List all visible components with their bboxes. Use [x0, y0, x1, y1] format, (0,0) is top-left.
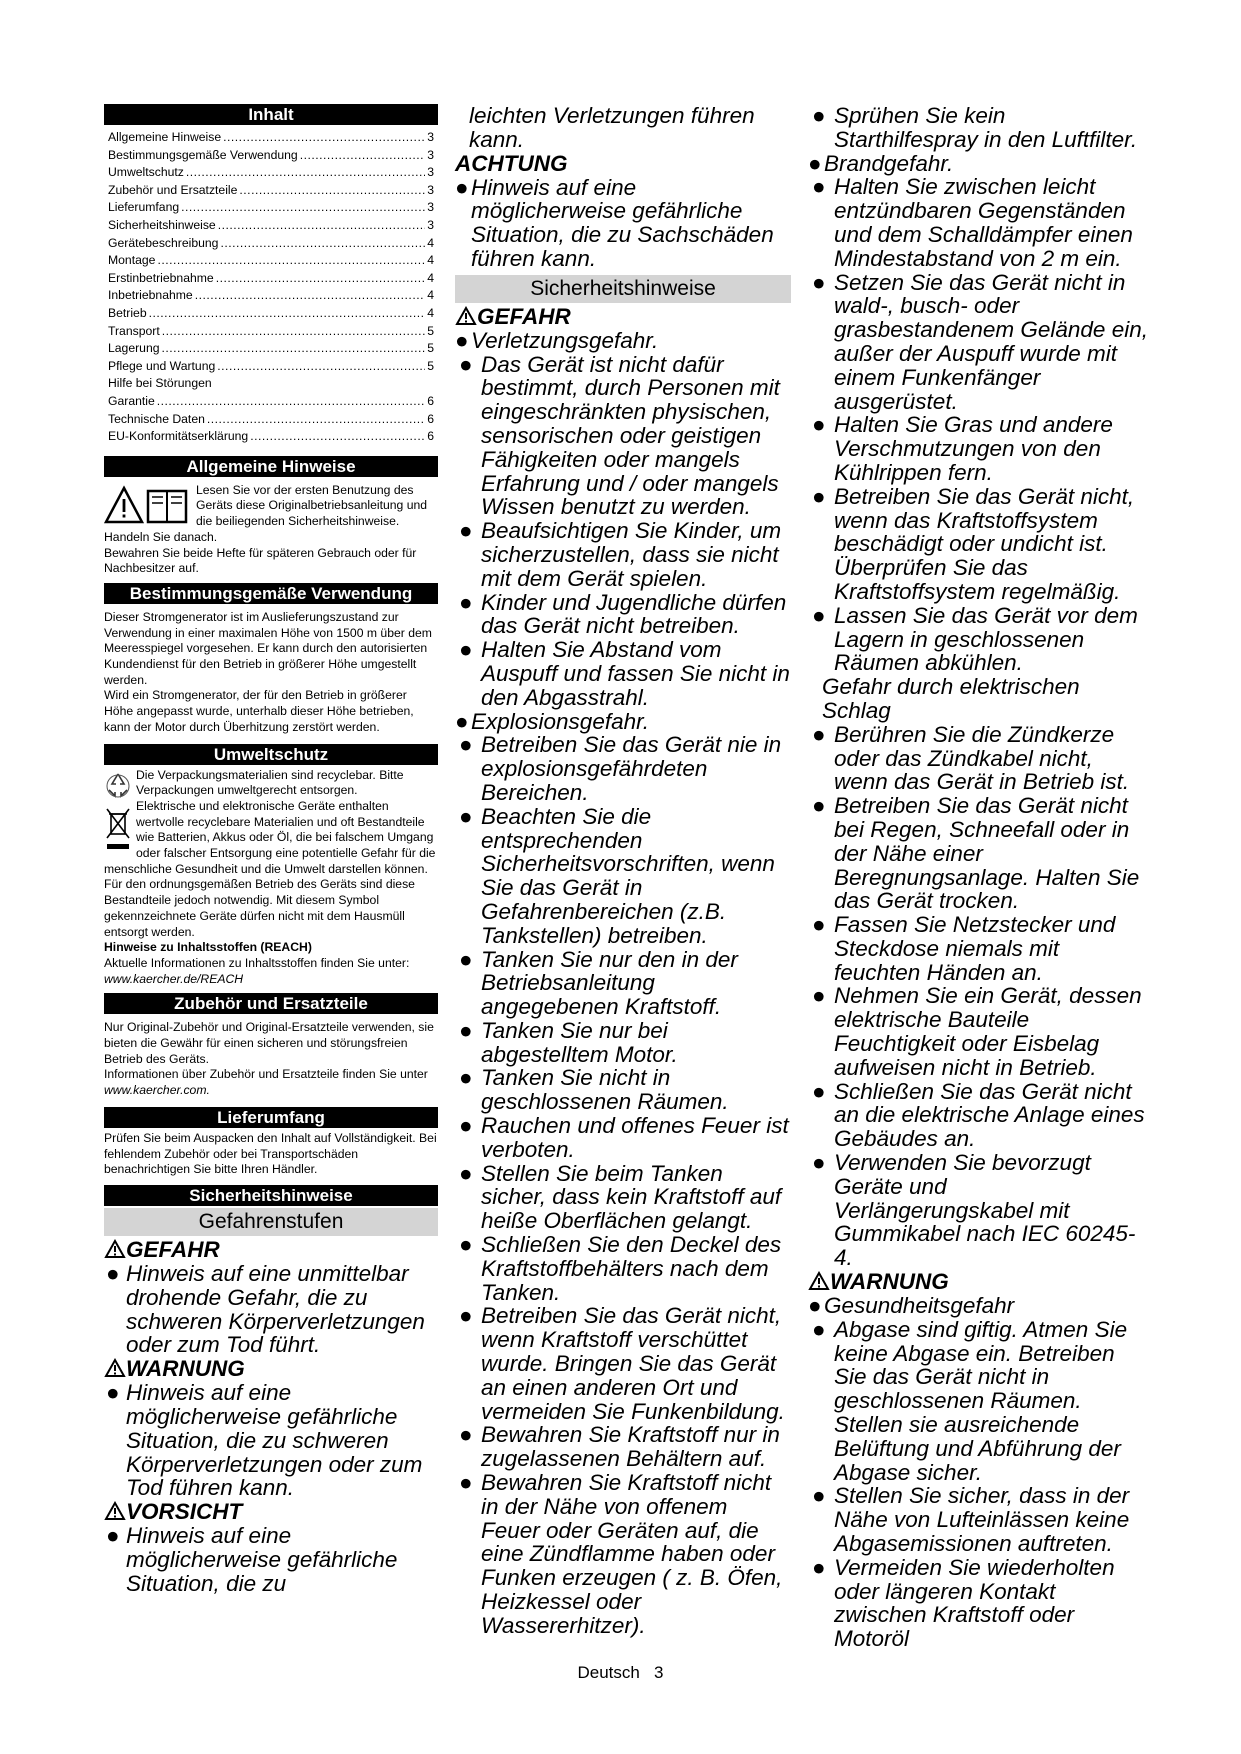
toc-entry[interactable]: [104, 323, 438, 341]
bestimmung-section: [104, 610, 438, 736]
list-item-text: Berühren Sie die Zündkerze oder das Zündkabel nicht, wenn das Gerät in Betrieb ist.: [834, 721, 1130, 795]
sicherheitshinweise-list-b: [808, 104, 1148, 1651]
list-item-text: Lassen Sie das Gerät vor dem Lagern in geschlossenen Räumen abkühlen.: [834, 602, 1138, 676]
umweltschutz-section: [104, 768, 438, 988]
warning-manual-icon: [104, 485, 190, 530]
zubehoer-body: Informationen über Zubehör und Ersatzteile finden Sie unter: [104, 1067, 428, 1082]
zubehoer-heading: Zubehör und Ersatzteile: [104, 993, 438, 1014]
toc-entry-page: 4: [427, 288, 434, 303]
vorsicht-definition: [104, 1524, 438, 1595]
signal-gefahr: [104, 1238, 438, 1262]
bullet-icon: ●: [812, 1483, 826, 1509]
bullet-icon: ●: [812, 1554, 826, 1580]
category-verletzung-text: Verletzungsgefahr.: [471, 327, 659, 353]
list-item: [808, 913, 1148, 984]
list-item-text: Betreiben Sie das Gerät nicht bei Regen, Schneefall oder in der Nähe einer Beregnungsanlage. Halten Sie das Gerät trocken.: [834, 793, 1140, 914]
toc-leader-dots: [195, 287, 426, 305]
bullet-icon: ●: [459, 946, 473, 972]
sicherheitshinweise-subheading: Sicherheitshinweise: [455, 275, 791, 303]
reach-text: [104, 956, 438, 987]
sicherheitshinweise-heading: Sicherheitshinweise: [104, 1185, 438, 1206]
list-verletzung: [455, 353, 791, 710]
bullet-icon: ●: [455, 708, 469, 734]
bullet-icon: ●: [459, 1113, 473, 1139]
toc-entry-page: 4: [427, 235, 434, 250]
toc-entry[interactable]: [104, 182, 438, 200]
bullet-icon: ●: [455, 174, 469, 200]
bullet-icon: ●: [106, 1523, 120, 1549]
list-item-text: Schließen Sie das Gerät nicht an die elektrische Anlage eines Gebäudes an.: [834, 1078, 1145, 1152]
bestimmung-heading: Bestimmungsgemäße Verwendung: [104, 583, 438, 604]
toc-entry-title: Bestimmungsgemäße Verwendung: [108, 147, 298, 162]
warnung-definition: [104, 1381, 438, 1500]
bullet-icon: ●: [459, 589, 473, 615]
toc-entry[interactable]: [104, 305, 438, 323]
toc-entry[interactable]: [104, 129, 438, 147]
list-item: [455, 805, 791, 948]
list-item: [808, 413, 1148, 484]
toc-entry-title: Gerätebeschreibung: [108, 235, 219, 250]
list-item: [455, 353, 791, 520]
toc-entry[interactable]: [104, 340, 438, 358]
list-item-text: Bewahren Sie Kraftstoff nicht in der Nähe von offenem Feuer oder Geräten auf, die eine Zündflamme haben oder Funken erzeugen ( z. B. Öfen, Heizkessel oder Wassererhitzer).: [481, 1470, 783, 1638]
bullet-icon: ●: [812, 483, 826, 509]
reach-heading: [104, 940, 438, 956]
vorsicht-definition-text-b: leichten Verletzungen führen kann.: [469, 103, 755, 152]
list-item-text: Kinder und Jugendliche dürfen das Gerät nicht betreiben.: [481, 589, 787, 639]
toc-entry-title: Erstinbetriebnahme: [108, 270, 214, 285]
list-item-text: Rauchen und offenes Feuer ist verboten.: [481, 1113, 789, 1162]
bullet-icon: ●: [459, 518, 473, 544]
list-item: [808, 271, 1148, 414]
list-item-text: Stellen Sie beim Tanken sicher, dass kein Kraftstoff auf heiße Oberflächen gelangt.: [481, 1160, 782, 1234]
list-item-text: Sprühen Sie kein Starthilfespray in den Luftfilter.: [834, 103, 1138, 152]
list-item: [455, 1162, 791, 1233]
toc-leader-dots: [157, 393, 425, 411]
toc-entry-page: 5: [427, 341, 434, 356]
category-stromschlag: Gefahr durch elektrischen Schlag: [822, 674, 1080, 723]
signal-warnung: [104, 1357, 438, 1381]
bullet-icon: ●: [459, 1422, 473, 1448]
umweltschutz-text-2: Elektrische und elektronische Geräte enthalten wertvolle recyclebare Materialien und oft Bestandteile wie Batterien, Akkus oder Öl, die bei falschem Umgang oder falscher Entsorgung eine potentielle Gefahr für die menschliche Gesundheit und die Umwelt darstellen können. Für den ordnungsgemäßen Betrieb des Geräts sind diese Bestandteile jedoch notwendig. Mit diesem Symbol gekennzeichnete Geräte dürfen nicht mit dem Hausmüll entsorgt werden.: [104, 798, 436, 939]
list-item: [808, 485, 1148, 604]
toc-entry-page: 4: [427, 305, 434, 320]
toc-entry[interactable]: [104, 411, 438, 429]
list-item-text: Abgase sind giftig. Atmen Sie keine Abgase ein. Betreiben Sie das Gerät nicht in geschlossenen Räumen. Stellen sie ausreichende Belüftung und Abführung der Abgase sicher.: [834, 1316, 1128, 1485]
bullet-icon: ●: [459, 1470, 473, 1496]
toc-entry-page: 3: [427, 147, 434, 162]
list-item: [455, 1471, 791, 1638]
bestimmung-text-2: Wird ein Stromgenerator, der für den Betrieb in größerer Höhe angepasst wurde, unterhalb dieser Höhe betrieben, kann der Motor durch Überhitzung zerstört werden.: [104, 688, 414, 734]
signal-gefahr-2: [455, 305, 791, 329]
toc-leader-dots: [157, 252, 425, 270]
signal-vorsicht: [104, 1500, 438, 1524]
bullet-icon: ●: [459, 1303, 473, 1329]
bullet-icon: ●: [455, 327, 469, 353]
toc-entry-title: Inbetriebnahme: [108, 288, 193, 303]
signal-achtung: [455, 152, 791, 176]
toc-leader-dots: [162, 340, 426, 358]
toc-leader-dots: [218, 217, 426, 235]
umweltschutz-text-1: Die Verpackungsmaterialien sind recyclebar. Bitte Verpackungen umweltgerecht entsorgen.: [136, 767, 404, 798]
toc-entry[interactable]: [104, 358, 438, 376]
bullet-icon: ●: [812, 103, 826, 128]
gefahrenstufen-heading: Gefahrenstufen: [104, 1208, 438, 1236]
bullet-icon: ●: [459, 1232, 473, 1258]
list-item-text: Bewahren Sie Kraftstoff nur in zugelassenen Behältern auf.: [481, 1422, 780, 1472]
warnung-label-2: WARNUNG: [830, 1269, 949, 1295]
column-left: [104, 104, 438, 1596]
gefahrenstufen-section: [104, 1238, 438, 1596]
toc-entry-title: Lieferumfang: [108, 200, 180, 215]
toc-entry[interactable]: [104, 252, 438, 270]
toc-entry[interactable]: [104, 287, 438, 305]
toc-entry-title: Betrieb: [108, 305, 147, 320]
zubehoer-text-2: [104, 1067, 438, 1098]
list-item-text: Fassen Sie Netzstecker und Steckdose niemals mit feuchten Händen an.: [834, 912, 1116, 985]
toc-entry-page: 5: [427, 358, 434, 373]
list-item-text: Setzen Sie das Gerät nicht in wald-, busch- oder grasbestandenem Gelände ein, außer der Auspuff wurde mit einem Funkenfänger ausgerüstet.: [834, 269, 1148, 414]
toc-entry-page: 6: [427, 429, 434, 444]
table-of-contents: [104, 129, 438, 446]
column-right: [808, 104, 1148, 1651]
toc-entry[interactable]: [104, 235, 438, 253]
toc-entry-title: Garantie: [108, 393, 155, 408]
list-item-text: Betreiben Sie das Gerät nicht, wenn Kraftstoff verschüttet wurde. Bringen Sie das Gerät an einen anderen Ort und vermeiden Sie Funkenbildung.: [481, 1303, 785, 1424]
lieferumfang-section: [104, 1131, 438, 1178]
list-item-text: Schließen Sie den Deckel des Kraftstoffbehälters nach dem Tanken.: [481, 1232, 782, 1305]
bullet-icon: ●: [808, 150, 822, 176]
sicherheitshinweise-list-a: [455, 305, 791, 1638]
category-gesundheit: [808, 1294, 1148, 1318]
toc-entry-title: Umweltschutz: [108, 165, 184, 180]
vorsicht-continued: [455, 104, 791, 271]
toc-entry-page: 3: [427, 217, 434, 232]
column-middle: [455, 104, 791, 1638]
list-item: [455, 1019, 791, 1067]
signal-warnung-2: [808, 1270, 1148, 1294]
list-item-text: Beachten Sie die entsprechenden Sicherheitsvorschriften, wenn Sie das Gerät in Gefahrenbereichen (z.B. Tankstellen) betreiben.: [481, 803, 775, 948]
list-item-text: Tanken Sie nur bei abgestelltem Motor.: [481, 1017, 678, 1067]
toc-entry[interactable]: [104, 147, 438, 165]
list-item-text: Halten Sie Gras und andere Verschmutzungen von den Kühlrippen fern.: [834, 412, 1113, 485]
bullet-icon: ●: [812, 602, 826, 628]
list-item-text: Betreiben Sie das Gerät nie in explosionsgefährdeten Bereichen.: [481, 732, 782, 805]
toc-entry-title: Zubehör und Ersatzteile: [108, 182, 238, 197]
achtung-label: ACHTUNG: [455, 150, 568, 176]
bullet-icon: ●: [812, 983, 826, 1009]
warning-triangle-icon: [808, 1271, 830, 1291]
bullet-icon: ●: [459, 351, 473, 377]
toc-leader-dots: [186, 164, 425, 182]
toc-entry-page: 4: [427, 270, 434, 285]
list-item: [808, 175, 1148, 270]
vorsicht-label: VORSICHT: [126, 1499, 243, 1525]
gefahr-definition: [104, 1262, 438, 1357]
gefahr-label-2: GEFAHR: [477, 303, 571, 329]
list-item: [455, 1114, 791, 1162]
list-item: [455, 948, 791, 1019]
toc-leader-dots: [239, 182, 425, 200]
toc-leader-dots: [207, 411, 425, 429]
toc-leader-dots: [217, 358, 425, 376]
toc-entry[interactable]: [104, 164, 438, 182]
bestimmung-text-1: Dieser Stromgenerator ist im Auslieferungszustand zur Verwendung in einer maximalen Höhe von 1500 m über dem Meeresspiegel vorgesehen. Er kann durch den autorisierten Kundendienst für den Betrieb in größerer Höhe umgestellt werden.: [104, 609, 432, 687]
list-explosion: [455, 733, 791, 1637]
reach-link[interactable]: www.kaercher.de/REACH: [104, 971, 244, 986]
list-item: [808, 604, 1148, 675]
warnung-label: WARNUNG: [126, 1356, 245, 1382]
bullet-icon: ●: [459, 1160, 473, 1186]
toc-entry-title: EU-Konformitätserklärung: [108, 429, 249, 444]
list-item-text: Stellen Sie sicher, dass in der Nähe von Lufteinlässen keine Abgasemissionen auftreten.: [834, 1483, 1130, 1557]
toc-entry[interactable]: [104, 217, 438, 235]
list-item: [808, 984, 1148, 1079]
warning-triangle-icon: [104, 1358, 126, 1378]
bullet-icon: ●: [812, 174, 826, 200]
list-item: [455, 733, 791, 804]
zubehoer-link[interactable]: www.kaercher.com.: [104, 1083, 210, 1098]
list-item-text: Verwenden Sie bevorzugt Geräte und Verlängerungskabel mit Gummikabel nach IEC 60245-4.: [834, 1150, 1136, 1271]
toc-entry[interactable]: [104, 375, 438, 393]
toc-entry-page: 6: [427, 393, 434, 408]
toc-leader-dots: [300, 147, 426, 165]
achtung-definition-text: Hinweis auf eine möglicherweise gefährliche Situation, die zu Sachschäden führen kann.: [471, 174, 774, 271]
toc-entry[interactable]: [104, 428, 438, 446]
category-gesundheit-text: Gesundheitsgefahr: [824, 1293, 1015, 1319]
list-item-text: Tanken Sie nur den in der Betriebsanleitung angegebenen Kraftstoff.: [481, 946, 738, 1020]
list-item-text: Tanken Sie nicht in geschlossenen Räumen.: [481, 1065, 729, 1115]
toc-entry-title: Allgemeine Hinweise: [108, 130, 222, 144]
toc-entry-title: Hilfe bei Störungen: [108, 376, 212, 391]
allgemeine-hinweise-section: [104, 483, 438, 577]
toc-entry-page: 3: [427, 182, 434, 197]
toc-entry-page: 4: [427, 253, 434, 268]
list-item: [455, 591, 791, 639]
toc-leader-dots: [149, 305, 426, 323]
toc-entry-title: Technische Daten: [108, 411, 205, 426]
category-explosion: [455, 710, 791, 734]
bullet-icon: ●: [812, 912, 826, 938]
list-item-text: Halten Sie Abstand vom Auspuff und fassen Sie nicht in den Abgasstrahl.: [481, 637, 790, 710]
bullet-icon: ●: [459, 803, 473, 829]
toc-entry-page: 5: [427, 323, 434, 338]
list-item: [808, 794, 1148, 913]
lieferumfang-text: Prüfen Sie beim Auspacken den Inhalt auf Vollständigkeit. Bei fehlendem Zubehör oder bei Transportschäden benachrichtigen Sie bitte Ihren Händler.: [104, 1130, 437, 1177]
bullet-icon: ●: [459, 732, 473, 758]
list-item: [808, 1080, 1148, 1151]
list-item: [455, 1423, 791, 1471]
bullet-icon: ●: [812, 721, 826, 747]
list-item: [808, 1484, 1148, 1555]
toc-entry[interactable]: [104, 393, 438, 411]
bullet-icon: ●: [459, 1065, 473, 1091]
gefahr-definition-text: Hinweis auf eine unmittelbar drohende Gefahr, die zu schweren Körperverletzungen oder zum Tod führt.: [126, 1261, 425, 1358]
list-item: [808, 723, 1148, 794]
warning-triangle-icon: [455, 306, 477, 326]
list-gesundheit: [808, 1318, 1148, 1651]
warning-triangle-icon: [104, 1239, 126, 1259]
toc-entry-page: 3: [427, 200, 434, 215]
toc-leader-dots: [181, 199, 425, 217]
list-item: [808, 1318, 1148, 1485]
page-footer: [0, 1663, 1241, 1683]
bullet-icon: ●: [812, 1078, 826, 1104]
toc-entry[interactable]: [104, 199, 438, 217]
toc-entry-title: Transport: [108, 323, 160, 338]
toc-entry-title: Pflege und Wartung: [108, 358, 216, 373]
zubehoer-text-1: Nur Original-Zubehör und Original-Ersatzteile verwenden, sie bieten die Gewähr für einen sicheren und störungsfreien Betrieb des Geräts.: [104, 1020, 434, 1066]
toc-heading: Inhalt: [104, 104, 438, 125]
crossed-bin-icon: [104, 806, 132, 857]
bullet-icon: ●: [808, 1293, 822, 1319]
list-item-text: Vermeiden Sie wiederholten oder längeren Kontakt zwischen Kraftstoff oder Motoröl: [834, 1554, 1115, 1652]
toc-entry-page: 3: [427, 130, 434, 144]
list-item-text: Beaufsichtigen Sie Kinder, um sicherzustellen, dass sie nicht mit dem Gerät spielen.: [481, 518, 782, 591]
list-item: [455, 1066, 791, 1114]
toc-entry-page: 6: [427, 411, 434, 426]
allgemeine-hinweise-text-2: Bewahren Sie beide Hefte für späteren Gebrauch oder für Nachbesitzer auf.: [104, 545, 417, 576]
category-brand: [808, 152, 1148, 176]
category-explosion-text: Explosionsgefahr.: [471, 708, 650, 734]
list-item-text: Das Gerät ist nicht dafür bestimmt, durch Personen mit eingeschränkten physischen, sensorischen oder geistigen Fähigkeiten oder mangels Erfahrung und / oder mangels Wissen benutzt zu werden.: [481, 351, 780, 520]
list-item-text: Betreiben Sie das Gerät nicht, wenn das Kraftstoffsystem beschädigt oder undicht ist. Überprüfen Sie das Kraftstoffsystem regelmäßig.: [834, 483, 1135, 604]
footer-language: Deutsch: [577, 1663, 640, 1682]
bullet-icon: ●: [106, 1380, 120, 1406]
zubehoer-section: [104, 1020, 438, 1099]
toc-leader-dots: [162, 323, 426, 341]
toc-leader-dots: [223, 129, 425, 147]
list-item-text: Halten Sie zwischen leicht entzündbaren Gegenständen und dem Schalldämpfer einen Mindestabstand von 2 m ein.: [834, 174, 1133, 271]
bullet-icon: ●: [459, 637, 473, 663]
bullet-icon: ●: [106, 1261, 120, 1286]
bullet-icon: ●: [812, 269, 826, 295]
category-brand-text: Brandgefahr.: [824, 150, 954, 176]
gefahr-label: GEFAHR: [126, 1237, 220, 1262]
achtung-definition: [455, 176, 791, 271]
recycling-icon: [104, 770, 132, 805]
list-item-text: Nehmen Sie ein Gerät, dessen elektrische Bauteile Feuchtigkeit oder Eisbelag aufweisen nicht in Betrieb.: [834, 983, 1142, 1080]
bullet-icon: ●: [812, 412, 826, 438]
toc-leader-dots: [216, 270, 426, 288]
bullet-icon: ●: [459, 1017, 473, 1043]
umweltschutz-heading: Umweltschutz: [104, 744, 438, 765]
list-item: [455, 519, 791, 590]
list-item: [455, 1304, 791, 1423]
reach-body: Aktuelle Informationen zu Inhaltsstoffen finden Sie unter:: [104, 955, 410, 970]
list-item: [455, 1233, 791, 1304]
toc-entry-title: Sicherheitshinweise: [108, 217, 216, 232]
toc-entry-title: Montage: [108, 253, 156, 268]
warning-triangle-icon: [104, 1501, 126, 1521]
category-verletzung: [455, 329, 791, 353]
list-item: [808, 1556, 1148, 1651]
list-starthilfe: [808, 104, 1148, 152]
toc-leader-dots: [250, 428, 425, 446]
bullet-icon: ●: [812, 1150, 826, 1176]
list-stromschlag: [808, 723, 1148, 1270]
list-item: [455, 638, 791, 709]
toc-entry-page: 3: [427, 165, 434, 180]
list-brand: [808, 175, 1148, 675]
toc-entry[interactable]: [104, 270, 438, 288]
allgemeine-hinweise-text-1: Lesen Sie vor der ersten Benutzung des Geräts diese Originalbetriebsanleitung und die beiliegenden Sicherheitshinweise. Handeln Sie danach.: [104, 482, 428, 544]
allgemeine-hinweise-heading: Allgemeine Hinweise: [104, 456, 438, 477]
reach-title: Hinweise zu Inhaltsstoffen (REACH): [104, 940, 312, 955]
vorsicht-definition-text-a: Hinweis auf eine möglicherweise gefährliche Situation, die zu: [126, 1523, 398, 1596]
list-item: [808, 1151, 1148, 1270]
footer-page-number: 3: [654, 1663, 664, 1682]
warnung-definition-text: Hinweis auf eine möglicherweise gefährliche Situation, die zu schweren Körperverletzungen oder zum Tod führen kann.: [126, 1380, 423, 1501]
bullet-icon: ●: [812, 793, 826, 819]
toc-entry-title: Lagerung: [108, 341, 160, 356]
bullet-icon: ●: [812, 1316, 826, 1342]
toc-leader-dots: [220, 235, 425, 253]
list-item: [808, 104, 1148, 152]
lieferumfang-heading: Lieferumfang: [104, 1107, 438, 1128]
